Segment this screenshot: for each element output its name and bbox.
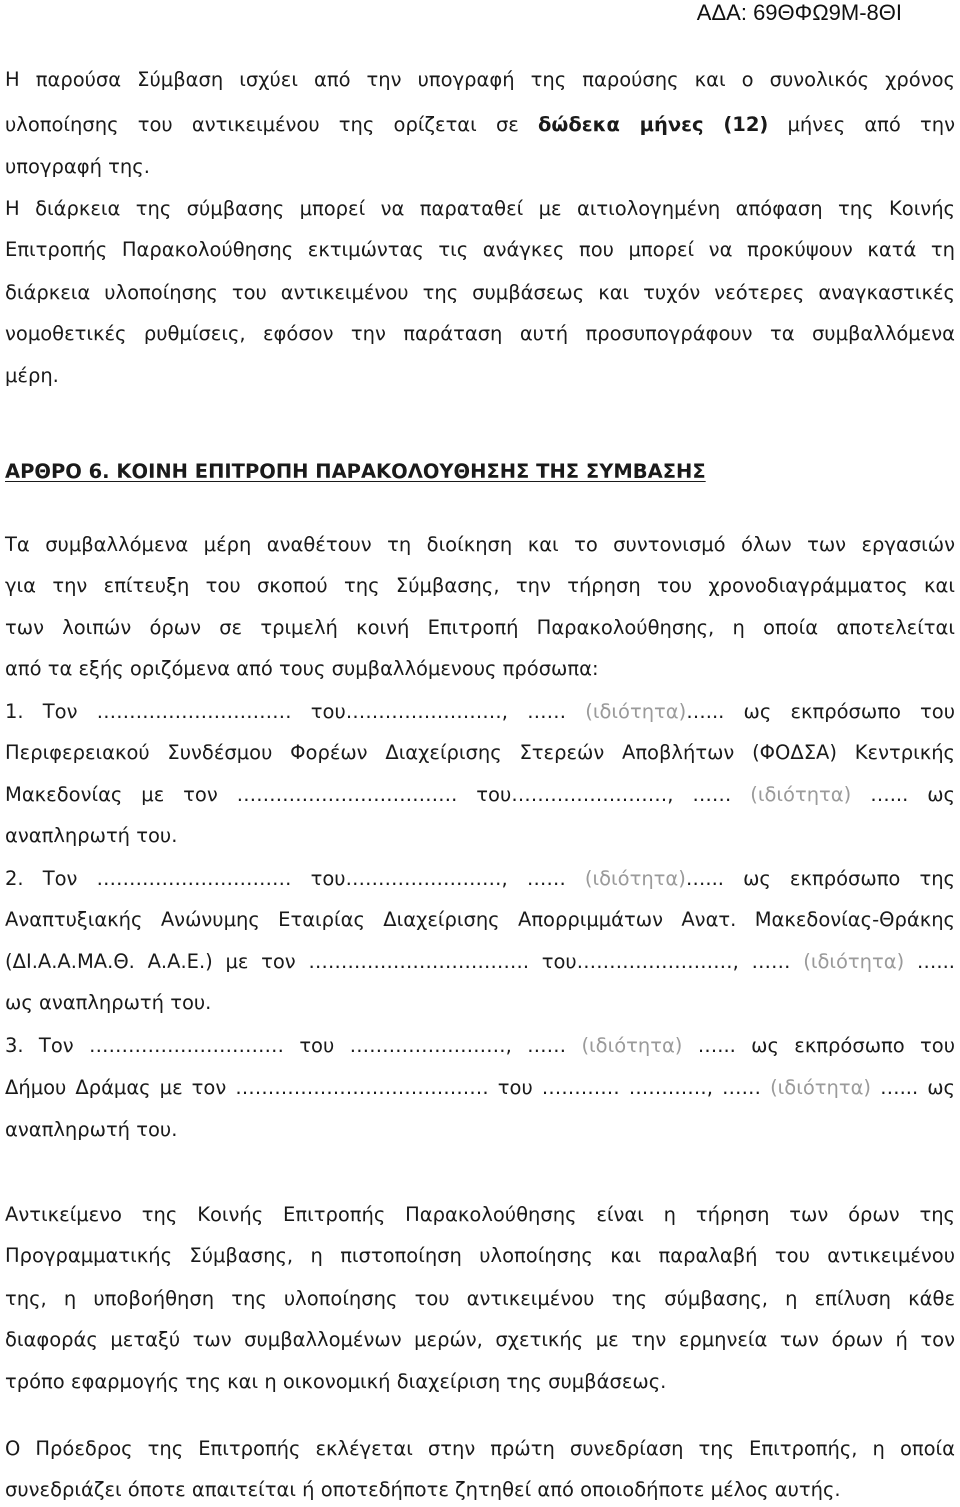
text-line: Ο Πρόεδρος της Επιτροπής εκλέγεται στην πρώτη συνεδρίαση της Επιτροπής, η οποία <box>5 1437 955 1460</box>
role-placeholder: (ιδιότητα) <box>770 1076 872 1099</box>
text-line: υπογραφή της. <box>5 155 150 178</box>
text-line: Αντικείμενο της Κοινής Επιτροπής Παρακολούθησης είναι η τήρηση των όρων της <box>5 1203 955 1226</box>
text-line: Η διάρκεια της σύμβασης μπορεί να παραταθεί με αιτιολογημένη απόφαση της Κοινής <box>5 197 955 220</box>
text-line: Η παρούσα Σύμβαση ισχύει από την υπογραφή της παρούσης και ο συνολικός χρόνος <box>5 68 955 91</box>
text-line: ως αναπληρωτή του. <box>5 991 212 1014</box>
ada-code: ΑΔΑ: 69ΘΦΩ9Μ-8ΘΙ <box>696 0 902 25</box>
text-line: αναπληρωτή του. <box>5 1118 178 1141</box>
text-line: αναπληρωτή του. <box>5 824 178 847</box>
text-line: της, η υποβοήθηση της υλοποίησης του αντικειμένου της σύμβασης, η επίλυση κάθε <box>5 1287 955 1310</box>
text-line: Τα συμβαλλόμενα μέρη αναθέτουν τη διοίκηση και το συντονισμό όλων των εργασιών <box>5 533 955 556</box>
text-line: νομοθετικές ρυθμίσεις, εφόσον την παράταση αυτή προσυπογράφουν τα συμβαλλόμενα <box>5 322 955 345</box>
text-line: των λοιπών όρων σε τριμελή κοινή Επιτροπή Παρακολούθησης, η οποία αποτελείται <box>5 616 955 639</box>
text-line: υλοποίησης του αντικειμένου της ορίζεται σε δώδεκα μήνες (12) μήνες από την <box>5 113 956 136</box>
duration-emphasis: δώδεκα μήνες (12) <box>538 113 769 136</box>
text-line: Επιτροπής Παρακολούθησης εκτιμώντας τις ανάγκες που μπορεί να προκύψουν κατά τη <box>5 238 955 261</box>
role-placeholder: (ιδιότητα) <box>803 950 905 973</box>
text-line: Περιφερειακού Συνδέσμου Φορέων Διαχείρισης Στερεών Αποβλήτων (ΦΟΔΣΑ) Κεντρικής <box>5 741 955 764</box>
text-line: Προγραμματικής Σύμβασης, η πιστοποίηση υλοποίησης και παραλαβή του αντικειμένου <box>5 1244 955 1267</box>
role-placeholder: (ιδιότητα) <box>584 867 686 890</box>
text-line: από τα εξής οριζόμενα από τους συμβαλλόμενους πρόσωπα: <box>5 657 599 680</box>
text-line: διαφοράς μεταξύ των συμβαλλομένων μερών, σχετικής με την ερμηνεία των όρων ή τον <box>5 1328 955 1351</box>
member-1-line: Μακεδονίας με τον ……………………………. του……………………, …… (ιδιότητα) …... ως <box>5 783 955 806</box>
member-3-line: Δήμου Δράμας με τον ………………………………… του ………… …………, …… (ιδιότητα) …... ως <box>5 1076 955 1099</box>
member-1-line: 1. Τον ………………………… του……………………, …… (ιδιότητα)…... ως εκπρόσωπο του <box>5 700 956 723</box>
role-placeholder: (ιδιότητα) <box>750 783 852 806</box>
member-2-line: 2. Τον ………………………… του……………………, …… (ιδιότητα)…... ως εκπρόσωπο της <box>5 867 955 890</box>
article-heading: ΑΡΘΡΟ 6. ΚΟΙΝΗ ΕΠΙΤΡΟΠΗ ΠΑΡΑΚΟΛΟΥΘΗΣΗΣ ΤΗΣ ΣΥΜΒΑΣΗΣ <box>5 460 706 483</box>
role-placeholder: (ιδιότητα) <box>585 700 687 723</box>
role-placeholder: (ιδιότητα) <box>581 1034 683 1057</box>
text-line: για την επίτευξη του σκοπού της Σύμβασης, την τήρηση του χρονοδιαγράμματος και <box>5 574 955 597</box>
text-line: διάρκεια υλοποίησης του αντικειμένου της συμβάσεως και τυχόν νεότερες αναγκαστικές <box>5 281 955 304</box>
text-line: μέρη. <box>5 364 59 387</box>
member-3-line: 3. Τον ………………………… του ……………………, …… (ιδιότητα) …... ως εκπρόσωπο του <box>5 1034 955 1057</box>
text-line: συνεδριάζει όποτε απαιτείται ή οποτεδήποτε ζητηθεί από οποιοδήποτε μέλος αυτής. <box>5 1478 841 1501</box>
text-line: τρόπο εφαρμογής της και η οικονομική διαχείριση της συμβάσεως. <box>5 1370 667 1393</box>
text-line: Αναπτυξιακής Ανώνυμης Εταιρίας Διαχείρισης Απορριμμάτων Ανατ. Μακεδονίας-Θράκης <box>5 908 955 931</box>
member-2-line: (ΔΙ.Α.Α.ΜΑ.Θ. Α.Α.Ε.) με τον ……………………………. του……………………, …… (ιδιότητα) …... <box>5 950 955 973</box>
